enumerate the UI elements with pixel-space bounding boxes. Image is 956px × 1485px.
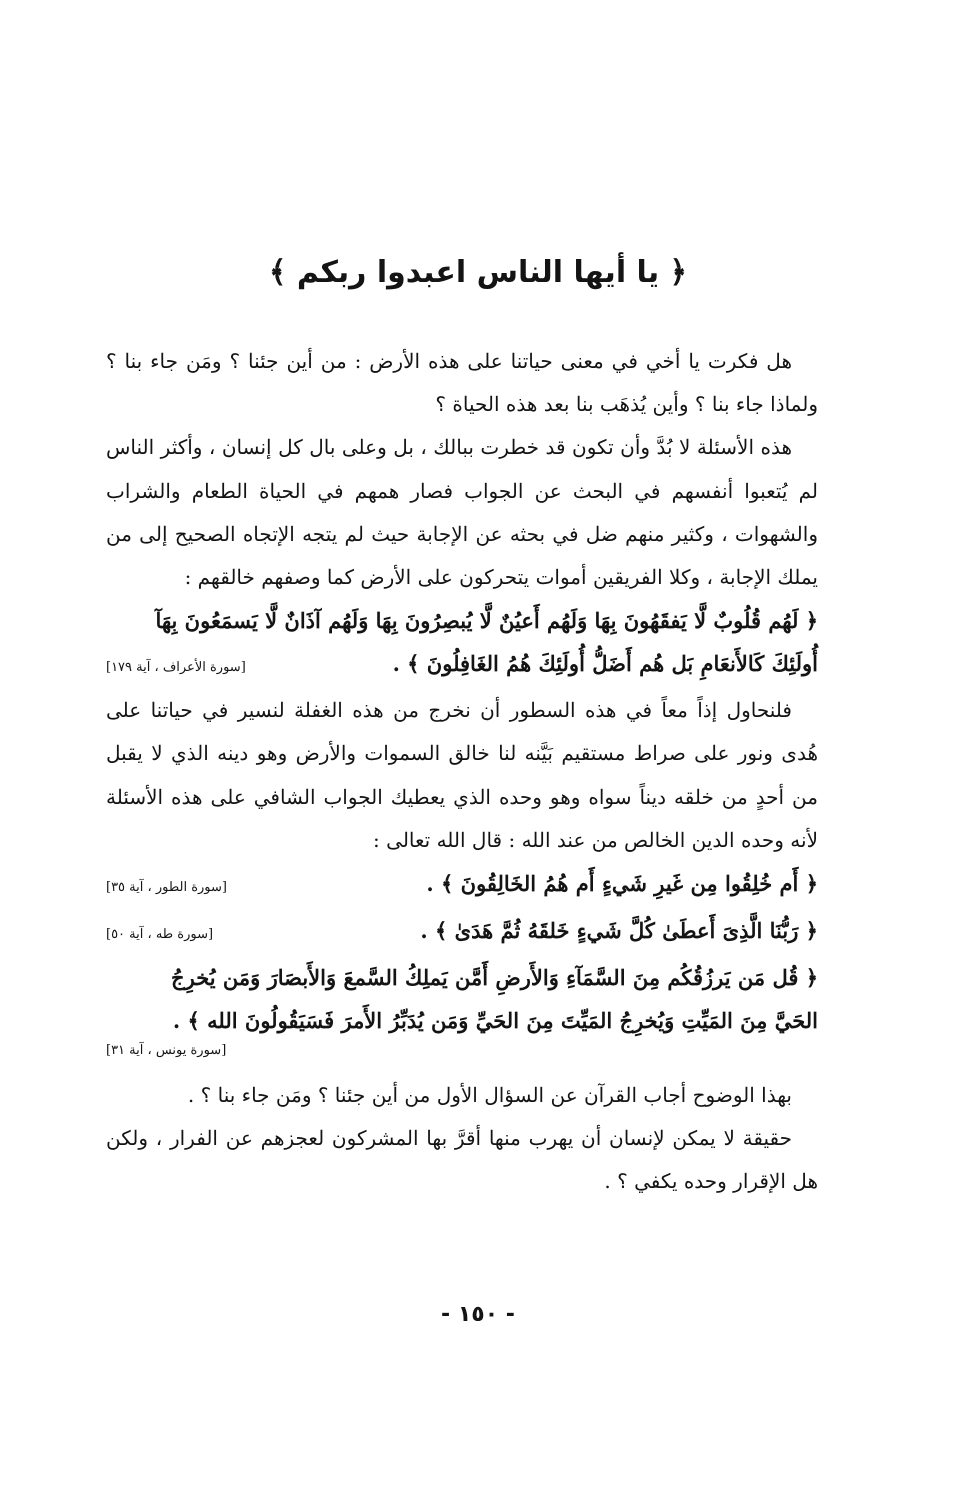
verse-tur-text: ﴿ أَم خُلِقُوا مِن غَيرِ شَيءٍ أَم هُمُ الخَالِقُونَ ﴾ . bbox=[426, 871, 818, 897]
verse-araf-line-2 bbox=[106, 642, 818, 689]
verse-taha-text: ﴿ رَبُّنَا الَّذِىَ أَعطَىٰ كُلَّ شَيءٍ خَلقَهُ ثُمَّ هَدَىٰ ﴾ . bbox=[420, 918, 818, 944]
paragraph-questions: هل فكرت يا أخي في معنى حياتنا على هذه الأرض : من أين جئنا ؟ ومَن جاء بنا ؟ ولماذا جاء بنا ؟ وأين يُذهَب بنا بعد هذه الحياة ؟ bbox=[106, 349, 818, 417]
paragraph-answer: بهذا الوضوح أجاب القرآن عن السؤال الأول من أين جئنا ؟ ومَن جاء بنا ؟ . bbox=[187, 1083, 792, 1108]
verse-araf-line-1 bbox=[106, 599, 818, 642]
verse-araf-text-1: ﴿ لَهُم قُلُوبٌ لَّا يَفقَهُونَ بِهَا وَلَهُم أَعيُنٌ لَّا يُبصِرُونَ بِهَا وَلَهُم آذَانٌ لَّا يَسمَعُونَ بِهَآ bbox=[155, 608, 818, 634]
paragraph-questions-discussion: هذه الأسئلة لا بُدَّ وأن تكون قد خطرت ببالك ، بل وعلى بال كل إنسان ، وأكثر الناس لم يُتعبوا أنفسهم في البحث عن الجواب فصار همهم في الحياة الطعام والشراب والشهوات ، وكثير منهم ضل في بحثه عن الإجابة حيث لم يتجه الإتجاه الصحيح إلى من يملك الإجابة ، وكلا الفريقين أموات يتحركون على الأرض كما وصفهم خالقهم : bbox=[106, 435, 818, 590]
paragraph-acknowledgment: حقيقة لا يمكن لإنسان أن يهرب منها أقرَّ بها المشركون لعجزهم عن الفرار ، ولكن هل الإقرار وحده يكفي ؟ . bbox=[106, 1126, 818, 1194]
main-text bbox=[106, 340, 818, 1204]
page-number: - ١٥٠ - bbox=[441, 1302, 515, 1327]
paragraph-guidance: فلنحاول إذاً معاً في هذه السطور أن نخرج من هذه الغفلة لنسير في حياتنا على هُدى ونور على صراط مستقيم بَيَّنه لنا خالق السموات والأرض وهو دينه الذي لا يقبل من أحدٍ من خلقه ديناً سواه وهو وحده الذي يعطيك الجواب الشافي على هذه الأسئلة لأنه وحده الدين الخالص من عند الله : قال الله تعالى : bbox=[106, 698, 818, 852]
verse-yunus-line-1 bbox=[106, 956, 818, 999]
verse-yunus-text-1: ﴿ قُل مَن يَرزُقُكُم مِنَ السَّمَآءِ وَالأَرضِ أَمَّن يَملِكُ السَّمعَ وَالأَبصَارَ وَمَن يُخرِجُ bbox=[171, 965, 818, 991]
verse-araf bbox=[106, 599, 818, 689]
verse-taha-line bbox=[106, 909, 818, 956]
verse-yunus bbox=[106, 956, 818, 1042]
verse-taha-reference: [سورة طه ، آية ٥٠] bbox=[106, 927, 214, 943]
verse-tur-reference: [سورة الطور ، آية ٣٥] bbox=[106, 880, 227, 896]
verse-taha bbox=[106, 909, 818, 956]
verse-yunus-line-2 bbox=[106, 999, 818, 1042]
verse-yunus-text-2: الحَيَّ مِنَ المَيِّتِ وَيُخرِجُ المَيِّتَ مِنَ الحَيِّ وَمَن يُدَبِّرُ الأَمرَ فَسَيَقُولُونَ الله ﴾ . bbox=[172, 1008, 818, 1034]
verse-tur-line bbox=[106, 862, 818, 909]
verse-araf-reference: [سورة الأعراف ، آية ١٧٩] bbox=[106, 660, 246, 676]
page-title: ﴿ يا أيها الناس اعبدوا ربكم ﴾ bbox=[268, 255, 688, 290]
verse-araf-text-2: أُولَئِكَ كَالأَنعَامِ بَل هُم أَضَلُّ أُولَئِكَ هُمُ الغَافِلُونَ ﴾ . bbox=[392, 651, 818, 677]
verse-tur bbox=[106, 862, 818, 909]
verse-yunus-reference: [سورة يونس ، آية ٣١] bbox=[106, 1043, 227, 1059]
